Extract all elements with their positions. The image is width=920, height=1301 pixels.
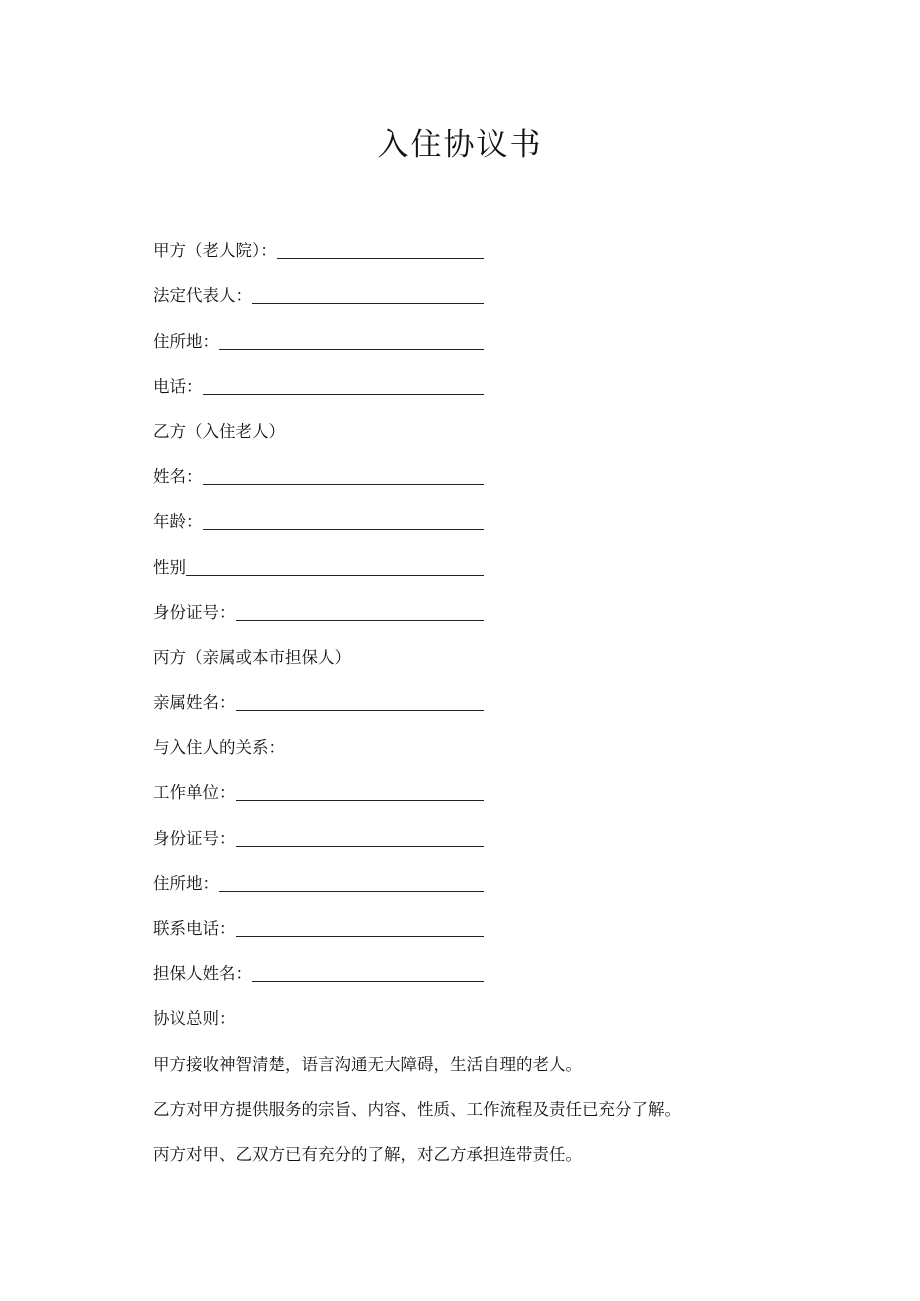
party-b-heading: 乙方（入住老人） <box>153 421 285 441</box>
legal-rep-row <box>153 263 713 308</box>
agreement-body <box>153 218 713 1167</box>
party-b-gender-blank[interactable] <box>186 555 484 576</box>
relation-row <box>153 715 713 760</box>
party-c-address-blank[interactable] <box>219 871 484 892</box>
work-unit-blank[interactable] <box>236 780 485 801</box>
party-a-phone-row <box>153 354 713 399</box>
rule-text-2: 乙方对甲方提供服务的宗旨、内容、性质、工作流程及责任已充分了解。 <box>153 1099 681 1119</box>
party-a-heading: 甲方（老人院）： <box>153 241 277 261</box>
party-b-name-row <box>153 444 713 489</box>
party-b-gender-label: 性别 <box>153 557 186 577</box>
contact-phone-blank[interactable] <box>236 916 485 937</box>
party-b-heading-row <box>153 399 713 444</box>
party-a-name-blank[interactable] <box>277 238 484 259</box>
party-c-heading-row <box>153 625 713 670</box>
rule-text-1: 甲方接收神智清楚，语言沟通无大障碍，生活自理的老人。 <box>153 1054 582 1074</box>
relation-label: 与入住人的关系： <box>153 738 285 758</box>
general-rules-heading: 协议总则： <box>153 1009 236 1029</box>
rule-paragraph <box>153 1031 713 1076</box>
party-b-gender-row <box>153 534 713 579</box>
party-b-name-blank[interactable] <box>203 464 485 485</box>
legal-rep-label: 法定代表人： <box>153 286 252 306</box>
rule-paragraph <box>153 1077 713 1122</box>
party-a-phone-blank[interactable] <box>203 374 485 395</box>
relative-name-label: 亲属姓名： <box>153 693 236 713</box>
party-c-id-blank[interactable] <box>236 826 485 847</box>
party-c-id-row <box>153 805 713 850</box>
party-c-heading: 丙方（亲属或本市担保人） <box>153 647 351 667</box>
guarantor-name-label: 担保人姓名： <box>153 964 252 984</box>
relative-name-row <box>153 670 713 715</box>
guarantor-name-row <box>153 941 713 986</box>
party-a-heading-row <box>153 218 713 263</box>
party-c-address-row <box>153 851 713 896</box>
contact-phone-label: 联系电话： <box>153 919 236 938</box>
party-c-address-label: 住所地： <box>153 873 219 893</box>
party-b-id-label: 身份证号： <box>153 602 236 622</box>
party-b-name-label: 姓名： <box>153 467 203 487</box>
work-unit-label: 工作单位： <box>153 783 236 803</box>
general-rules-heading-row <box>153 986 713 1031</box>
work-unit-row <box>153 760 713 805</box>
party-a-phone-label: 电话： <box>153 376 203 396</box>
party-c-id-label: 身份证号： <box>153 828 236 848</box>
rule-paragraph <box>153 1122 713 1167</box>
party-b-age-label: 年龄： <box>153 512 203 532</box>
party-b-age-row <box>153 489 713 534</box>
party-b-id-blank[interactable] <box>236 600 485 621</box>
document-title: 入住协议书 <box>377 127 543 163</box>
party-a-address-label: 住所地： <box>153 331 219 351</box>
party-b-id-row <box>153 580 713 625</box>
relative-name-blank[interactable] <box>236 690 485 711</box>
party-b-age-blank[interactable] <box>203 509 485 530</box>
contact-phone-row <box>153 896 713 941</box>
guarantor-name-blank[interactable] <box>252 961 484 982</box>
legal-rep-blank[interactable] <box>252 283 484 304</box>
party-a-address-blank[interactable] <box>219 329 484 350</box>
rule-text-3: 丙方对甲、乙双方已有充分的了解，对乙方承担连带责任。 <box>153 1144 582 1164</box>
party-a-address-row <box>153 308 713 353</box>
